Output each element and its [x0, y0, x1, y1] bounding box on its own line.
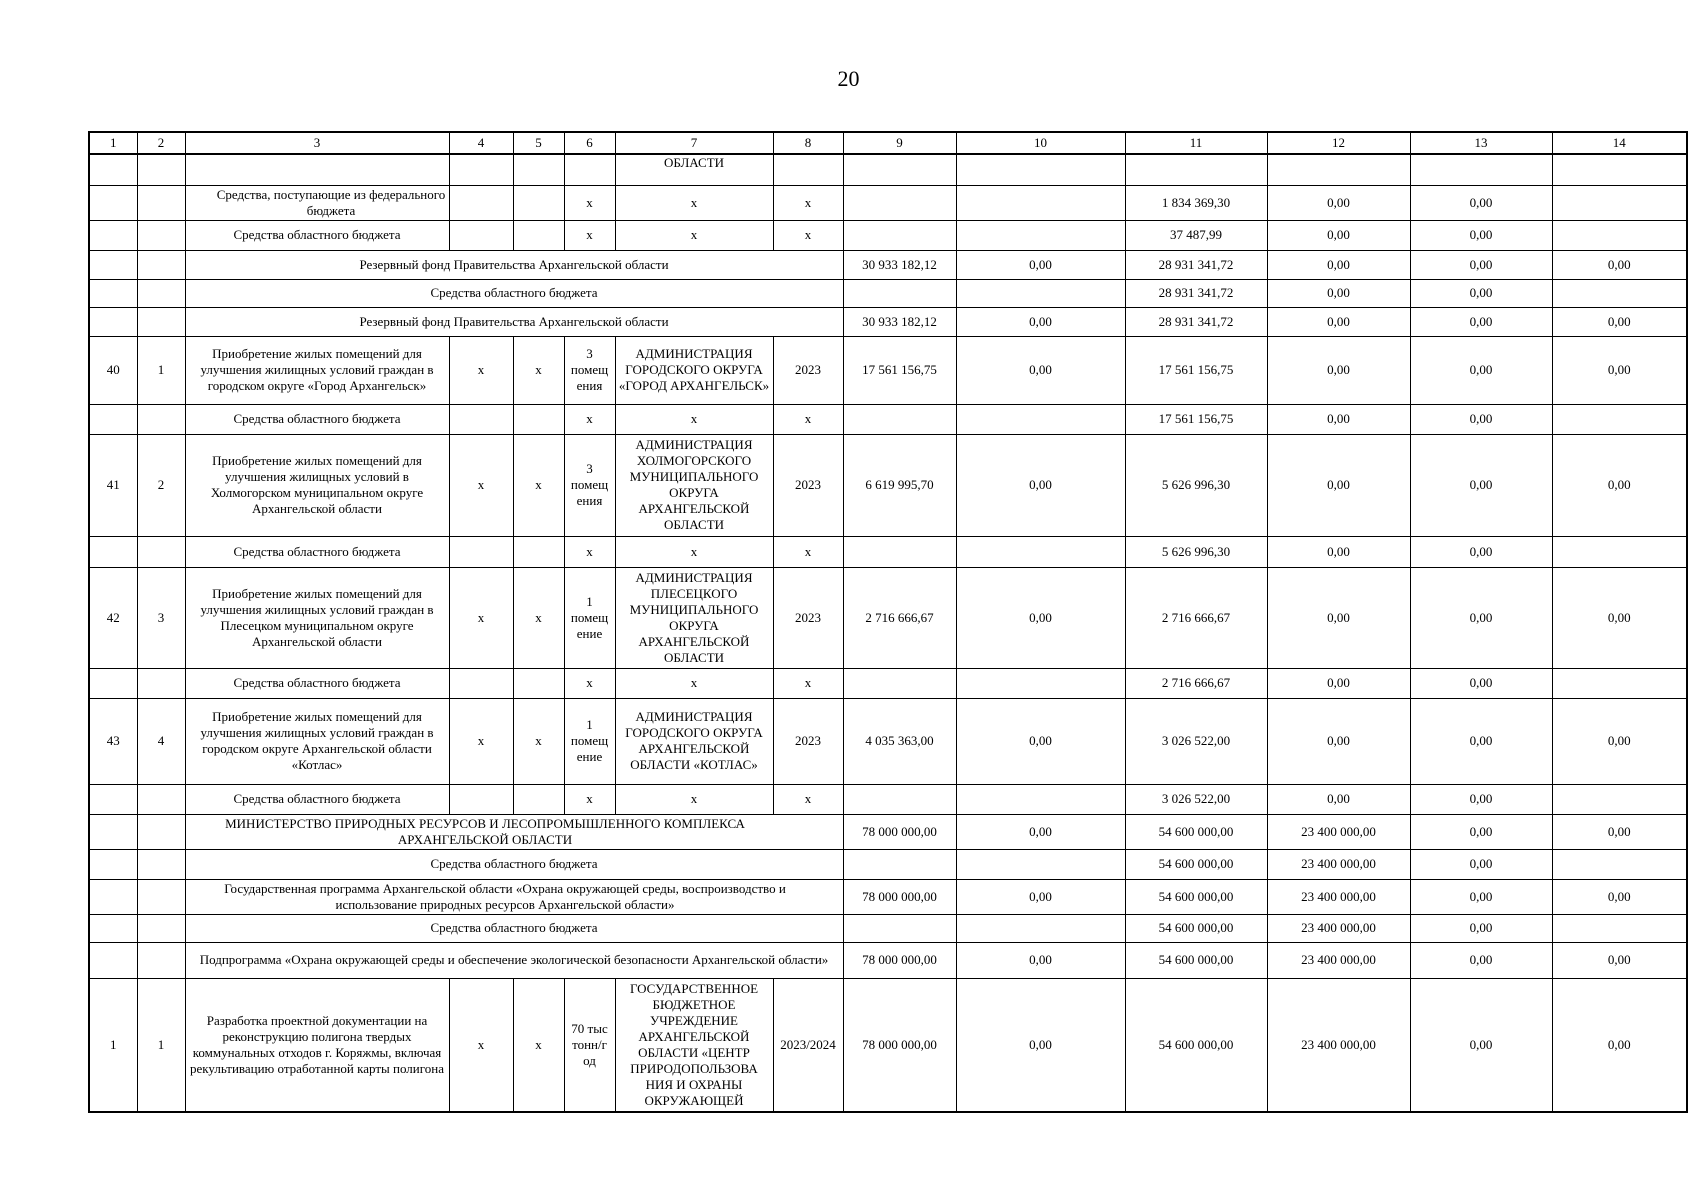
cell: 42: [89, 567, 137, 668]
cell: 0,00: [1410, 814, 1552, 849]
cell: 0,00: [1552, 978, 1687, 1112]
cell: 1: [89, 978, 137, 1112]
cell: 23 400 000,00: [1267, 914, 1410, 942]
cell: 4 035 363,00: [843, 698, 956, 784]
cell: Государственная программа Архангельской области «Охрана окружающей среды, воспроизводство и использование природных ресурсов Архангельской области»: [185, 879, 843, 914]
cell: 23 400 000,00: [1267, 978, 1410, 1112]
cell: х: [564, 220, 615, 250]
cell: 0,00: [956, 434, 1125, 536]
cell: х: [773, 784, 843, 814]
cell: 0,00: [1410, 978, 1552, 1112]
cell: 0,00: [1267, 279, 1410, 307]
cell: Приобретение жилых помещений для улучшения жилищных условий граждан в Плесецком муниципальном округе Архангельской области: [185, 567, 449, 668]
cell: 23 400 000,00: [1267, 879, 1410, 914]
cell: 2023: [773, 567, 843, 668]
table-row: [89, 336, 1687, 404]
header-cell: 12: [1267, 132, 1410, 154]
table-row: [89, 434, 1687, 536]
cell: 0,00: [1552, 879, 1687, 914]
cell: Средства, поступающие из федерального бюджета: [185, 185, 449, 220]
header-cell: 5: [513, 132, 564, 154]
cell: 0,00: [956, 942, 1125, 978]
header-cell: 10: [956, 132, 1125, 154]
cell: 2 716 666,67: [1125, 668, 1267, 698]
header-cell: 4: [449, 132, 513, 154]
cell: 0,00: [1410, 668, 1552, 698]
header-cell: 6: [564, 132, 615, 154]
cell: х: [449, 698, 513, 784]
cell: 0,00: [1410, 567, 1552, 668]
cell: 0,00: [956, 698, 1125, 784]
cell: 40: [89, 336, 137, 404]
cell: 0,00: [956, 814, 1125, 849]
cell: х: [564, 784, 615, 814]
cell: 23 400 000,00: [1267, 849, 1410, 879]
cell: 43: [89, 698, 137, 784]
cell: 0,00: [1267, 567, 1410, 668]
cell: 0,00: [1552, 250, 1687, 279]
cell: 0,00: [1267, 698, 1410, 784]
cell: х: [564, 536, 615, 567]
table-row: [89, 914, 1687, 942]
header-cell: 8: [773, 132, 843, 154]
cell: 0,00: [1552, 567, 1687, 668]
cell: 0,00: [1410, 250, 1552, 279]
header-cell: 7: [615, 132, 773, 154]
cell: 5 626 996,30: [1125, 434, 1267, 536]
table-row: [89, 220, 1687, 250]
cell: 0,00: [1552, 814, 1687, 849]
cell: 78 000 000,00: [843, 942, 956, 978]
cell: 0,00: [1410, 914, 1552, 942]
cell: 0,00: [1552, 434, 1687, 536]
cell: 0,00: [1267, 336, 1410, 404]
cell: 2 716 666,67: [1125, 567, 1267, 668]
cell: 0,00: [1552, 336, 1687, 404]
cell: х: [513, 434, 564, 536]
cell: 2023/2024: [773, 978, 843, 1112]
cell: 0,00: [1410, 942, 1552, 978]
cell: 3 026 522,00: [1125, 698, 1267, 784]
cell: ГОСУДАРСТВЕННОЕ БЮДЖЕТНОЕ УЧРЕЖДЕНИЕ АРХАНГЕЛЬСКОЙ ОБЛАСТИ «ЦЕНТР ПРИРОДОПОЛЬЗОВА НИЯ И ОХРАНЫ ОКРУЖАЮЩЕЙ: [615, 978, 773, 1112]
cell: 3 помещ ения: [564, 336, 615, 404]
cell: 2: [137, 434, 185, 536]
cell: 2 716 666,67: [843, 567, 956, 668]
cell: х: [513, 567, 564, 668]
header-cell: 14: [1552, 132, 1687, 154]
cell: 54 600 000,00: [1125, 879, 1267, 914]
cell: х: [564, 668, 615, 698]
cell: 54 600 000,00: [1125, 914, 1267, 942]
cell: 0,00: [1410, 185, 1552, 220]
cell: АДМИНИСТРАЦИЯ ХОЛМОГОРСКОГО МУНИЦИПАЛЬНОГО ОКРУГА АРХАНГЕЛЬСКОЙ ОБЛАСТИ: [615, 434, 773, 536]
cell: 0,00: [1267, 185, 1410, 220]
cell: 54 600 000,00: [1125, 978, 1267, 1112]
cell: 78 000 000,00: [843, 814, 956, 849]
cell: х: [449, 978, 513, 1112]
cell: 0,00: [1267, 250, 1410, 279]
cell: х: [449, 336, 513, 404]
cell: 0,00: [1267, 404, 1410, 434]
budget-table: [88, 131, 1688, 1113]
cell: 0,00: [1410, 536, 1552, 567]
cell: 0,00: [1410, 404, 1552, 434]
cell: 17 561 156,75: [1125, 404, 1267, 434]
cell: Средства областного бюджета: [185, 914, 843, 942]
cell: 0,00: [1410, 279, 1552, 307]
header-cell: 3: [185, 132, 449, 154]
cell: х: [513, 978, 564, 1112]
cell: 1 помещ ение: [564, 567, 615, 668]
table-row: [89, 698, 1687, 784]
cell: 54 600 000,00: [1125, 814, 1267, 849]
cell: х: [449, 434, 513, 536]
cell: х: [615, 668, 773, 698]
cell: 0,00: [1267, 668, 1410, 698]
table-row: [89, 879, 1687, 914]
cell: 5 626 996,30: [1125, 536, 1267, 567]
table-row: [89, 279, 1687, 307]
cell: 6 619 995,70: [843, 434, 956, 536]
cell: 17 561 156,75: [1125, 336, 1267, 404]
header-cell: 1: [89, 132, 137, 154]
cell: 0,00: [1267, 220, 1410, 250]
table-row: [89, 942, 1687, 978]
cell: 0,00: [956, 307, 1125, 336]
cell: 23 400 000,00: [1267, 814, 1410, 849]
cell: 0,00: [1410, 307, 1552, 336]
cell: 3 026 522,00: [1125, 784, 1267, 814]
cell: 0,00: [1267, 307, 1410, 336]
cell: х: [564, 185, 615, 220]
cell: АДМИНИСТРАЦИЯ ГОРОДСКОГО ОКРУГА «ГОРОД АРХАНГЕЛЬСК»: [615, 336, 773, 404]
cell: 3 помещ ения: [564, 434, 615, 536]
table-row: [89, 185, 1687, 220]
cell: 1: [137, 978, 185, 1112]
header-cell: 11: [1125, 132, 1267, 154]
cell: 0,00: [1267, 784, 1410, 814]
cell: х: [564, 404, 615, 434]
cell: 0,00: [956, 336, 1125, 404]
cell: Приобретение жилых помещений для улучшения жилищных условий в Холмогорском муниципальном округе Архангельской области: [185, 434, 449, 536]
cell: Средства областного бюджета: [185, 784, 449, 814]
cell: 0,00: [1410, 220, 1552, 250]
cell: Средства областного бюджета: [185, 404, 449, 434]
cell: 0,00: [1552, 942, 1687, 978]
cell: х: [615, 185, 773, 220]
cell: 0,00: [956, 567, 1125, 668]
header-cell: 13: [1410, 132, 1552, 154]
cell: 0,00: [1410, 879, 1552, 914]
cell: х: [773, 185, 843, 220]
cell: 0,00: [956, 978, 1125, 1112]
table-row: [89, 668, 1687, 698]
table-row: [89, 536, 1687, 567]
cell: х: [773, 404, 843, 434]
cell: Средства областного бюджета: [185, 536, 449, 567]
header-cell: 9: [843, 132, 956, 154]
cell: х: [615, 404, 773, 434]
table-row: [89, 567, 1687, 668]
cell: Приобретение жилых помещений для улучшения жилищных условий граждан в городском округе Архангельской области «Котлас»: [185, 698, 449, 784]
cell: МИНИСТЕРСТВО ПРИРОДНЫХ РЕСУРСОВ И ЛЕСОПРОМЫШЛЕННОГО КОМПЛЕКСА АРХАНГЕЛЬСКОЙ ОБЛАСТИ: [185, 814, 843, 849]
cell: АДМИНИСТРАЦИЯ ГОРОДСКОГО ОКРУГА АРХАНГЕЛЬСКОЙ ОБЛАСТИ «КОТЛАС»: [615, 698, 773, 784]
cell: 0,00: [956, 879, 1125, 914]
cell: Средства областного бюджета: [185, 668, 449, 698]
table-row: [89, 154, 1687, 185]
cell: 28 931 341,72: [1125, 250, 1267, 279]
header-cell: 2: [137, 132, 185, 154]
cell: Приобретение жилых помещений для улучшения жилищных условий граждан в городском округе «Город Архангельск»: [185, 336, 449, 404]
cell: ОБЛАСТИ: [615, 154, 773, 185]
cell: 0,00: [1410, 784, 1552, 814]
cell: Средства областного бюджета: [185, 849, 843, 879]
cell: 0,00: [1552, 698, 1687, 784]
cell: 23 400 000,00: [1267, 942, 1410, 978]
cell: 78 000 000,00: [843, 879, 956, 914]
cell: 0,00: [1410, 336, 1552, 404]
page-number: 20: [837, 66, 860, 91]
cell: 0,00: [1410, 698, 1552, 784]
cell: 0,00: [1410, 849, 1552, 879]
table-row: [89, 978, 1687, 1112]
cell: 2023: [773, 698, 843, 784]
cell: 30 933 182,12: [843, 307, 956, 336]
cell: 30 933 182,12: [843, 250, 956, 279]
header-row: [89, 132, 1687, 154]
cell: Средства областного бюджета: [185, 279, 843, 307]
cell: 54 600 000,00: [1125, 849, 1267, 879]
table-row: [89, 849, 1687, 879]
cell: Средства областного бюджета: [185, 220, 449, 250]
cell: 28 931 341,72: [1125, 279, 1267, 307]
cell: 3: [137, 567, 185, 668]
table-row: [89, 250, 1687, 279]
cell: х: [773, 220, 843, 250]
cell: х: [615, 536, 773, 567]
cell: 1: [137, 336, 185, 404]
cell: 17 561 156,75: [843, 336, 956, 404]
cell: Резервный фонд Правительства Архангельской области: [185, 307, 843, 336]
cell: 54 600 000,00: [1125, 942, 1267, 978]
cell: АДМИНИСТРАЦИЯ ПЛЕСЕЦКОГО МУНИЦИПАЛЬНОГО ОКРУГА АРХАНГЕЛЬСКОЙ ОБЛАСТИ: [615, 567, 773, 668]
cell: Подпрограмма «Охрана окружающей среды и обеспечение экологической безопасности Архангельской области»: [185, 942, 843, 978]
cell: х: [615, 220, 773, 250]
cell: х: [449, 567, 513, 668]
table-row: [89, 814, 1687, 849]
cell: 1 834 369,30: [1125, 185, 1267, 220]
cell: х: [773, 536, 843, 567]
cell: 0,00: [956, 250, 1125, 279]
cell: х: [615, 784, 773, 814]
cell: 4: [137, 698, 185, 784]
cell: х: [513, 336, 564, 404]
cell: 37 487,99: [1125, 220, 1267, 250]
table-row: [89, 307, 1687, 336]
cell: 1 помещ ение: [564, 698, 615, 784]
table-row: [89, 404, 1687, 434]
cell: 70 тыс тонн/г од: [564, 978, 615, 1112]
cell: 0,00: [1267, 434, 1410, 536]
cell: Разработка проектной документации на реконструкцию полигона твердых коммунальных отходов г. Коряжмы, включая рекультивацию отработанной карты полигона: [185, 978, 449, 1112]
cell: 41: [89, 434, 137, 536]
cell: 78 000 000,00: [843, 978, 956, 1112]
cell: 0,00: [1267, 536, 1410, 567]
cell: 2023: [773, 434, 843, 536]
cell: 0,00: [1552, 307, 1687, 336]
cell: Резервный фонд Правительства Архангельской области: [185, 250, 843, 279]
cell: х: [513, 698, 564, 784]
cell: 2023: [773, 336, 843, 404]
cell: 28 931 341,72: [1125, 307, 1267, 336]
cell: х: [773, 668, 843, 698]
cell: 0,00: [1410, 434, 1552, 536]
table-row: [89, 784, 1687, 814]
